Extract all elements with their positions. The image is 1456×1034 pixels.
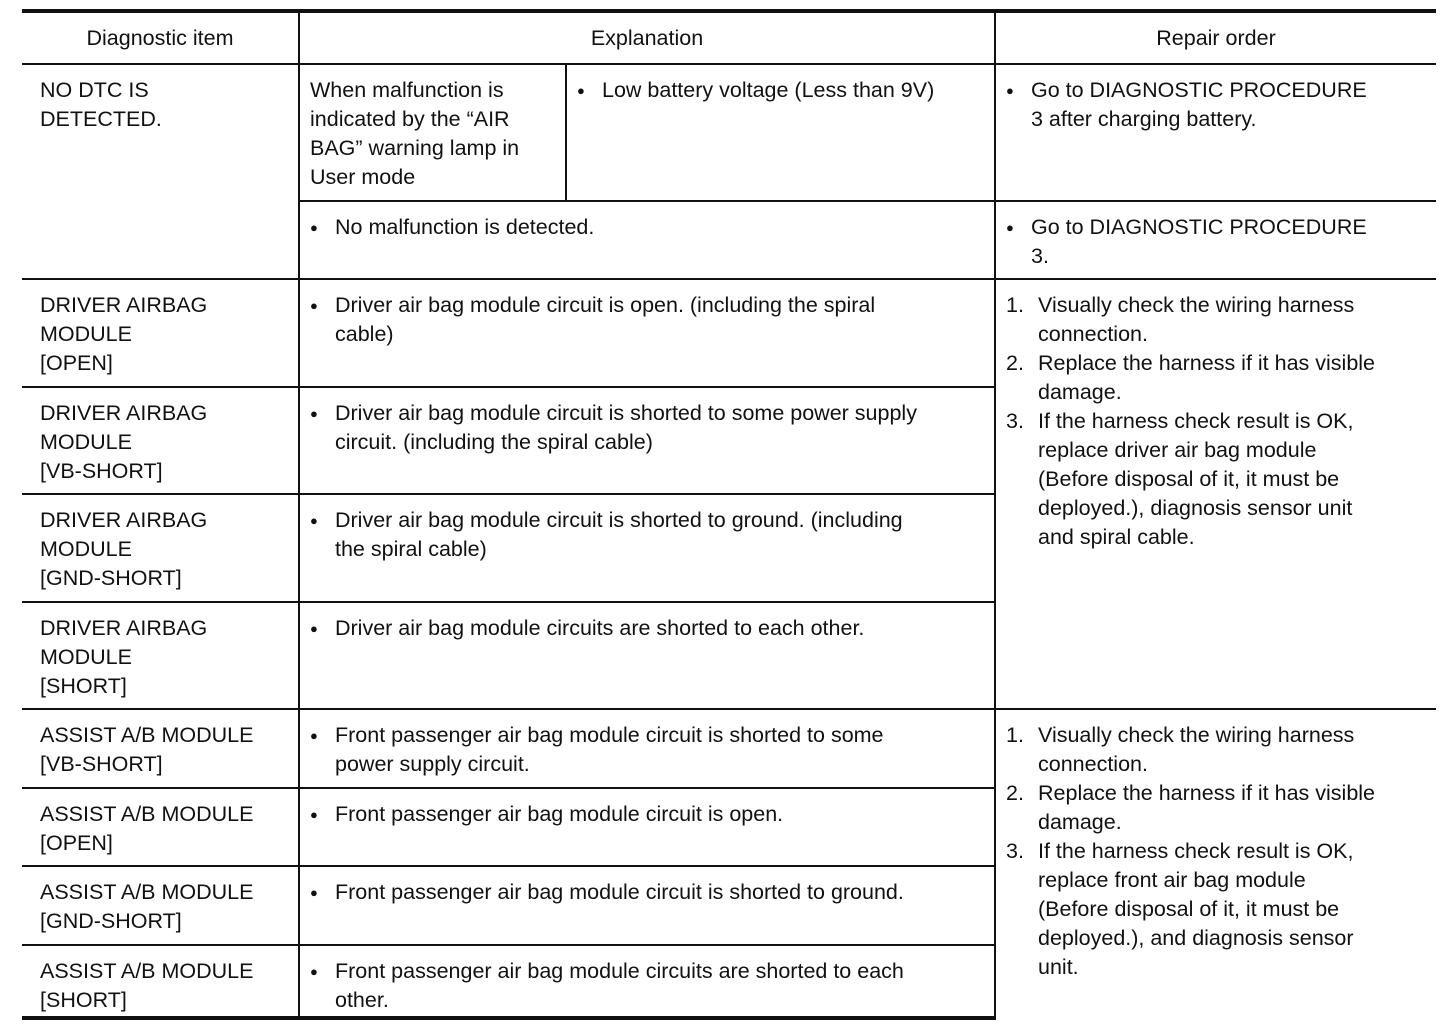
- header-repair-order: Repair order: [995, 11, 1436, 64]
- diagnostic-table: [22, 9, 1436, 1020]
- header-diagnostic-item: Diagnostic item: [22, 11, 299, 64]
- list-item: 2. Replace the harness if it has visible damage.: [1006, 351, 1376, 404]
- explanation-cell: ● Driver air bag module circuits are shorted to each other.: [299, 602, 995, 709]
- header-row: [22, 11, 1436, 64]
- list-item: 3. If the harness check result is OK, replace front air bag module (Before disposal of it, it must be deployed.), and diagnosis sensor unit.: [1006, 839, 1354, 979]
- explanation-cell: ● Driver air bag module circuit is open. (including the spiral cable): [299, 279, 995, 387]
- diagnostic-item-cell: DRIVER AIRBAG MODULE [SHORT]: [22, 602, 299, 709]
- condition-cell: When malfunction is indicated by the “AIR BAG” warning lamp in User mode: [299, 64, 566, 201]
- repair-order-cell: [995, 709, 1436, 1018]
- list-item: 2. Replace the harness if it has visible damage.: [1006, 781, 1376, 834]
- list-item: 1. Visually check the wiring harness connection.: [1006, 723, 1355, 776]
- table-row: [22, 709, 1436, 788]
- list-item: 3. If the harness check result is OK, replace driver air bag module (Before disposal of it, it must be deployed.), diagnosis sensor unit and spiral cable.: [1006, 409, 1354, 549]
- explanation-cell: ● Low battery voltage (Less than 9V): [566, 64, 995, 201]
- repair-order-cell: ● Go to DIAGNOSTIC PROCEDURE 3 after charging battery.: [995, 64, 1436, 201]
- explanation-cell: ● Front passenger air bag module circuits are shorted to each other.: [299, 945, 995, 1018]
- repair-steps: [1006, 291, 1428, 552]
- diagnostic-item-cell: ASSIST A/B MODULE [OPEN]: [22, 788, 299, 866]
- diagnostic-item-cell: NO DTC IS DETECTED.: [22, 64, 299, 279]
- table-row: [22, 64, 1436, 201]
- explanation-cell: ● Front passenger air bag module circuit is open.: [299, 788, 995, 866]
- diagnostic-item-cell: DRIVER AIRBAG MODULE [OPEN]: [22, 279, 299, 387]
- repair-steps: [1006, 721, 1428, 982]
- diagnostic-item-cell: ASSIST A/B MODULE [VB-SHORT]: [22, 709, 299, 788]
- diagnostic-item-cell: DRIVER AIRBAG MODULE [VB-SHORT]: [22, 387, 299, 494]
- explanation-cell: ● Front passenger air bag module circuit is shorted to some power supply circuit.: [299, 709, 995, 788]
- explanation-cell: ● Driver air bag module circuit is shorted to some power supply circuit. (including the spiral cable): [299, 387, 995, 494]
- explanation-cell: ● No malfunction is detected.: [299, 201, 995, 279]
- explanation-cell: ● Driver air bag module circuit is shorted to ground. (including the spiral cable): [299, 494, 995, 602]
- header-explanation: Explanation: [299, 11, 995, 64]
- repair-order-cell: ● Go to DIAGNOSTIC PROCEDURE 3.: [995, 201, 1436, 279]
- diagnostic-item-cell: DRIVER AIRBAG MODULE [GND-SHORT]: [22, 494, 299, 602]
- diagnostic-item-cell: ASSIST A/B MODULE [SHORT]: [22, 945, 299, 1018]
- list-item: 1. Visually check the wiring harness connection.: [1006, 293, 1355, 346]
- repair-order-cell: [995, 279, 1436, 709]
- diagnostic-item-cell: ASSIST A/B MODULE [GND-SHORT]: [22, 866, 299, 945]
- explanation-cell: ● Front passenger air bag module circuit is shorted to ground.: [299, 866, 995, 945]
- table-row: [22, 279, 1436, 387]
